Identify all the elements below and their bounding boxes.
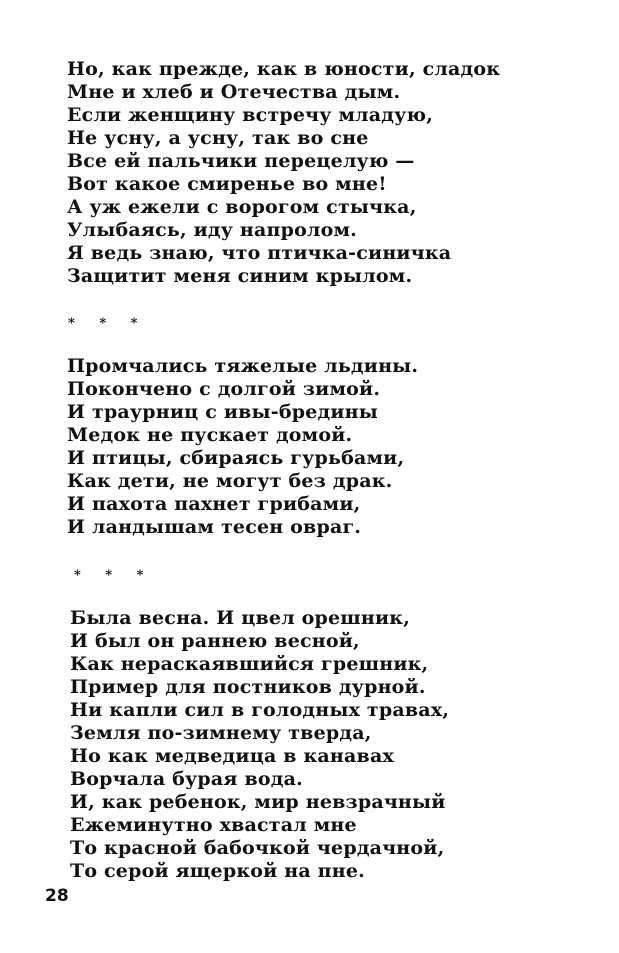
poem-line: Пример для постников дурной. — [70, 676, 426, 698]
poem-line: Как дети, не могут без драк. — [67, 470, 393, 492]
section-separator: * * * — [68, 316, 148, 331]
page-number: 28 — [45, 886, 69, 906]
poem-line: И траурниц с ивы-бредины — [67, 401, 378, 423]
poem-line: Улыбаясь, иду напролом. — [67, 219, 357, 241]
poem-line: Защитит меня синим крылом. — [67, 265, 413, 287]
poem-line: Я ведь знаю, что птичка-синичка — [67, 242, 452, 264]
poem-line: Но, как прежде, как в юности, сладок — [67, 58, 501, 80]
poem-line: Медок не пускает домой. — [67, 424, 353, 446]
poem-3 — [70, 607, 449, 883]
poem-line: А уж ежели с ворогом стычка, — [67, 196, 417, 218]
poem-line: Земля по-зимнему тверда, — [70, 722, 372, 744]
poem-line: Ни капли сил в голодных травах, — [70, 699, 450, 721]
poem-line: Вот какое смиренье во мне! — [67, 173, 387, 195]
poem-line: И был он раннею весной, — [70, 630, 360, 652]
poem-line: Если женщину встречу младую, — [67, 104, 434, 126]
poem-line: Ежеминутно хвастал мне — [70, 814, 357, 836]
section-separator: * * * — [74, 568, 154, 583]
poem-line: Ворчала бурая вода. — [70, 768, 303, 790]
poem-line: Но как медведица в канавах — [70, 745, 394, 767]
poem-line: Не усну, а усну, так во сне — [67, 127, 369, 149]
poem-line: То красной бабочкой чердачной, — [70, 837, 445, 859]
poem-line: Была весна. И цвел орешник, — [70, 607, 411, 629]
poem-line: Как нераскаявшийся грешник, — [70, 653, 429, 675]
poem-2 — [67, 355, 418, 539]
poem-line: И, как ребенок, мир невзрачный — [70, 791, 446, 813]
poem-line: И птицы, сбираясь гурьбами, — [67, 447, 405, 469]
poem-line: Мне и хлеб и Отечества дым. — [67, 81, 401, 103]
poem-1 — [67, 58, 500, 288]
poem-line: Покончено с долгой зимой. — [67, 378, 381, 400]
poem-line: Промчались тяжелые льдины. — [67, 355, 419, 377]
poem-line: И ландышам тесен овраг. — [67, 516, 362, 538]
poem-line: Все ей пальчики перецелую — — [67, 150, 415, 172]
poem-line: То серой ящеркой на пне. — [70, 860, 365, 882]
poem-line: И пахота пахнет грибами, — [67, 493, 361, 515]
